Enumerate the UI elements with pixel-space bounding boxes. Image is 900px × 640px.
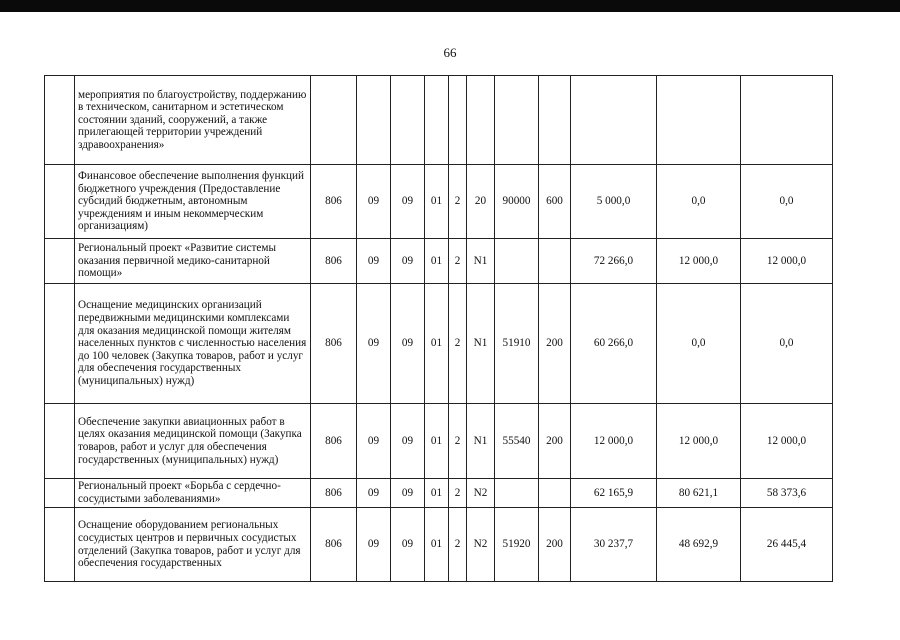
amount-year-2-cell [657, 76, 741, 165]
scan-top-border [0, 0, 900, 12]
expense-type-code-cell: 200 [539, 508, 571, 582]
subprogram-code-cell: 2 [449, 479, 467, 508]
amount-year-3-cell: 26 445,4 [741, 508, 833, 582]
main-event-code-cell: N1 [467, 404, 495, 479]
subprogram-code-cell: 2 [449, 165, 467, 239]
item-name-cell: Региональный проект «Развитие системы оказания первичной медико-санитарной помощи» [75, 239, 311, 284]
subprogram-code-cell: 2 [449, 239, 467, 284]
amount-year-1-cell: 30 237,7 [571, 508, 657, 582]
main-event-code-cell: N2 [467, 508, 495, 582]
amount-year-3-cell [741, 76, 833, 165]
item-name-cell: Оснащение оборудованием региональных сосудистых центров и первичных сосудистых отделений (Закупка товаров, работ и услуг для обеспечения государственных [75, 508, 311, 582]
amount-year-1-cell: 12 000,0 [571, 404, 657, 479]
program-code-cell: 01 [425, 239, 449, 284]
program-code-cell: 01 [425, 404, 449, 479]
program-code-cell: 01 [425, 479, 449, 508]
subprogram-code-cell [449, 76, 467, 165]
subprogram-code-cell: 2 [449, 508, 467, 582]
item-name-cell: Региональный проект «Борьба с сердечно-сосудистыми заболеваниями» [75, 479, 311, 508]
section-code-cell: 09 [357, 479, 391, 508]
expense-direction-code-cell: 90000 [495, 165, 539, 239]
row-number-cell [45, 508, 75, 582]
table-row [45, 479, 833, 508]
amount-year-2-cell: 0,0 [657, 284, 741, 404]
subsection-code-cell: 09 [391, 165, 425, 239]
amount-year-1-cell: 72 266,0 [571, 239, 657, 284]
expense-type-code-cell: 200 [539, 404, 571, 479]
table-row [45, 165, 833, 239]
expense-direction-code-cell [495, 239, 539, 284]
amount-year-3-cell: 58 373,6 [741, 479, 833, 508]
program-code-cell: 01 [425, 508, 449, 582]
table-row [45, 404, 833, 479]
row-number-cell [45, 284, 75, 404]
row-number-cell [45, 165, 75, 239]
expense-type-code-cell: 600 [539, 165, 571, 239]
subsection-code-cell: 09 [391, 404, 425, 479]
amount-year-3-cell: 12 000,0 [741, 239, 833, 284]
ministry-code-cell [311, 76, 357, 165]
subsection-code-cell [391, 76, 425, 165]
subprogram-code-cell: 2 [449, 404, 467, 479]
amount-year-1-cell: 60 266,0 [571, 284, 657, 404]
main-event-code-cell: N2 [467, 479, 495, 508]
ministry-code-cell: 806 [311, 508, 357, 582]
expense-direction-code-cell: 51910 [495, 284, 539, 404]
main-event-code-cell: N1 [467, 239, 495, 284]
ministry-code-cell: 806 [311, 284, 357, 404]
ministry-code-cell: 806 [311, 479, 357, 508]
row-number-cell [45, 76, 75, 165]
item-name-cell: Оснащение медицинских организаций передвижными медицинскими комплексами для оказания медицинской помощи жителям населенных пунктов с численностью населения до 100 человек (Закупка товаров, работ и услуг для обеспечения государственных (муниципальных) нужд) [75, 284, 311, 404]
amount-year-1-cell [571, 76, 657, 165]
row-number-cell [45, 404, 75, 479]
table-row [45, 284, 833, 404]
table-row [45, 76, 833, 165]
main-event-code-cell [467, 76, 495, 165]
page-number: 66 [443, 45, 457, 60]
amount-year-2-cell: 48 692,9 [657, 508, 741, 582]
program-code-cell: 01 [425, 165, 449, 239]
amount-year-2-cell: 80 621,1 [657, 479, 741, 508]
expense-type-code-cell [539, 239, 571, 284]
section-code-cell: 09 [357, 239, 391, 284]
amount-year-3-cell: 12 000,0 [741, 404, 833, 479]
amount-year-3-cell: 0,0 [741, 284, 833, 404]
ministry-code-cell: 806 [311, 239, 357, 284]
subsection-code-cell: 09 [391, 284, 425, 404]
item-name-cell: Финансовое обеспечение выполнения функций бюджетного учреждения (Предоставление субсидий бюджетным, автономным учреждениям и иным некоммерческим организациям) [75, 165, 311, 239]
item-name-cell: мероприятия по благоустройству, поддержанию в техническом, санитарном и эстетическом состоянии зданий, сооружений, а также прилегающей территории учреждений здравоохранения» [75, 76, 311, 165]
ministry-code-cell: 806 [311, 404, 357, 479]
amount-year-3-cell: 0,0 [741, 165, 833, 239]
subsection-code-cell: 09 [391, 239, 425, 284]
table-row [45, 508, 833, 582]
budget-table-body [45, 76, 833, 582]
table-row [45, 239, 833, 284]
expense-direction-code-cell: 51920 [495, 508, 539, 582]
section-code-cell [357, 76, 391, 165]
amount-year-1-cell: 5 000,0 [571, 165, 657, 239]
main-event-code-cell: N1 [467, 284, 495, 404]
expense-direction-code-cell [495, 76, 539, 165]
item-name-cell: Обеспечение закупки авиационных работ в целях оказания медицинской помощи (Закупка товаров, работ и услуг для обеспечения государственных (муниципальных) нужд) [75, 404, 311, 479]
amount-year-1-cell: 62 165,9 [571, 479, 657, 508]
section-code-cell: 09 [357, 165, 391, 239]
section-code-cell: 09 [357, 508, 391, 582]
program-code-cell [425, 76, 449, 165]
program-code-cell: 01 [425, 284, 449, 404]
main-event-code-cell: 20 [467, 165, 495, 239]
expense-type-code-cell [539, 76, 571, 165]
section-code-cell: 09 [357, 284, 391, 404]
expense-type-code-cell [539, 479, 571, 508]
subsection-code-cell: 09 [391, 508, 425, 582]
amount-year-2-cell: 0,0 [657, 165, 741, 239]
amount-year-2-cell: 12 000,0 [657, 404, 741, 479]
amount-year-2-cell: 12 000,0 [657, 239, 741, 284]
subprogram-code-cell: 2 [449, 284, 467, 404]
subsection-code-cell: 09 [391, 479, 425, 508]
row-number-cell [45, 479, 75, 508]
section-code-cell: 09 [357, 404, 391, 479]
expense-type-code-cell: 200 [539, 284, 571, 404]
expense-direction-code-cell [495, 479, 539, 508]
expense-direction-code-cell: 55540 [495, 404, 539, 479]
ministry-code-cell: 806 [311, 165, 357, 239]
row-number-cell [45, 239, 75, 284]
budget-table [44, 75, 833, 582]
